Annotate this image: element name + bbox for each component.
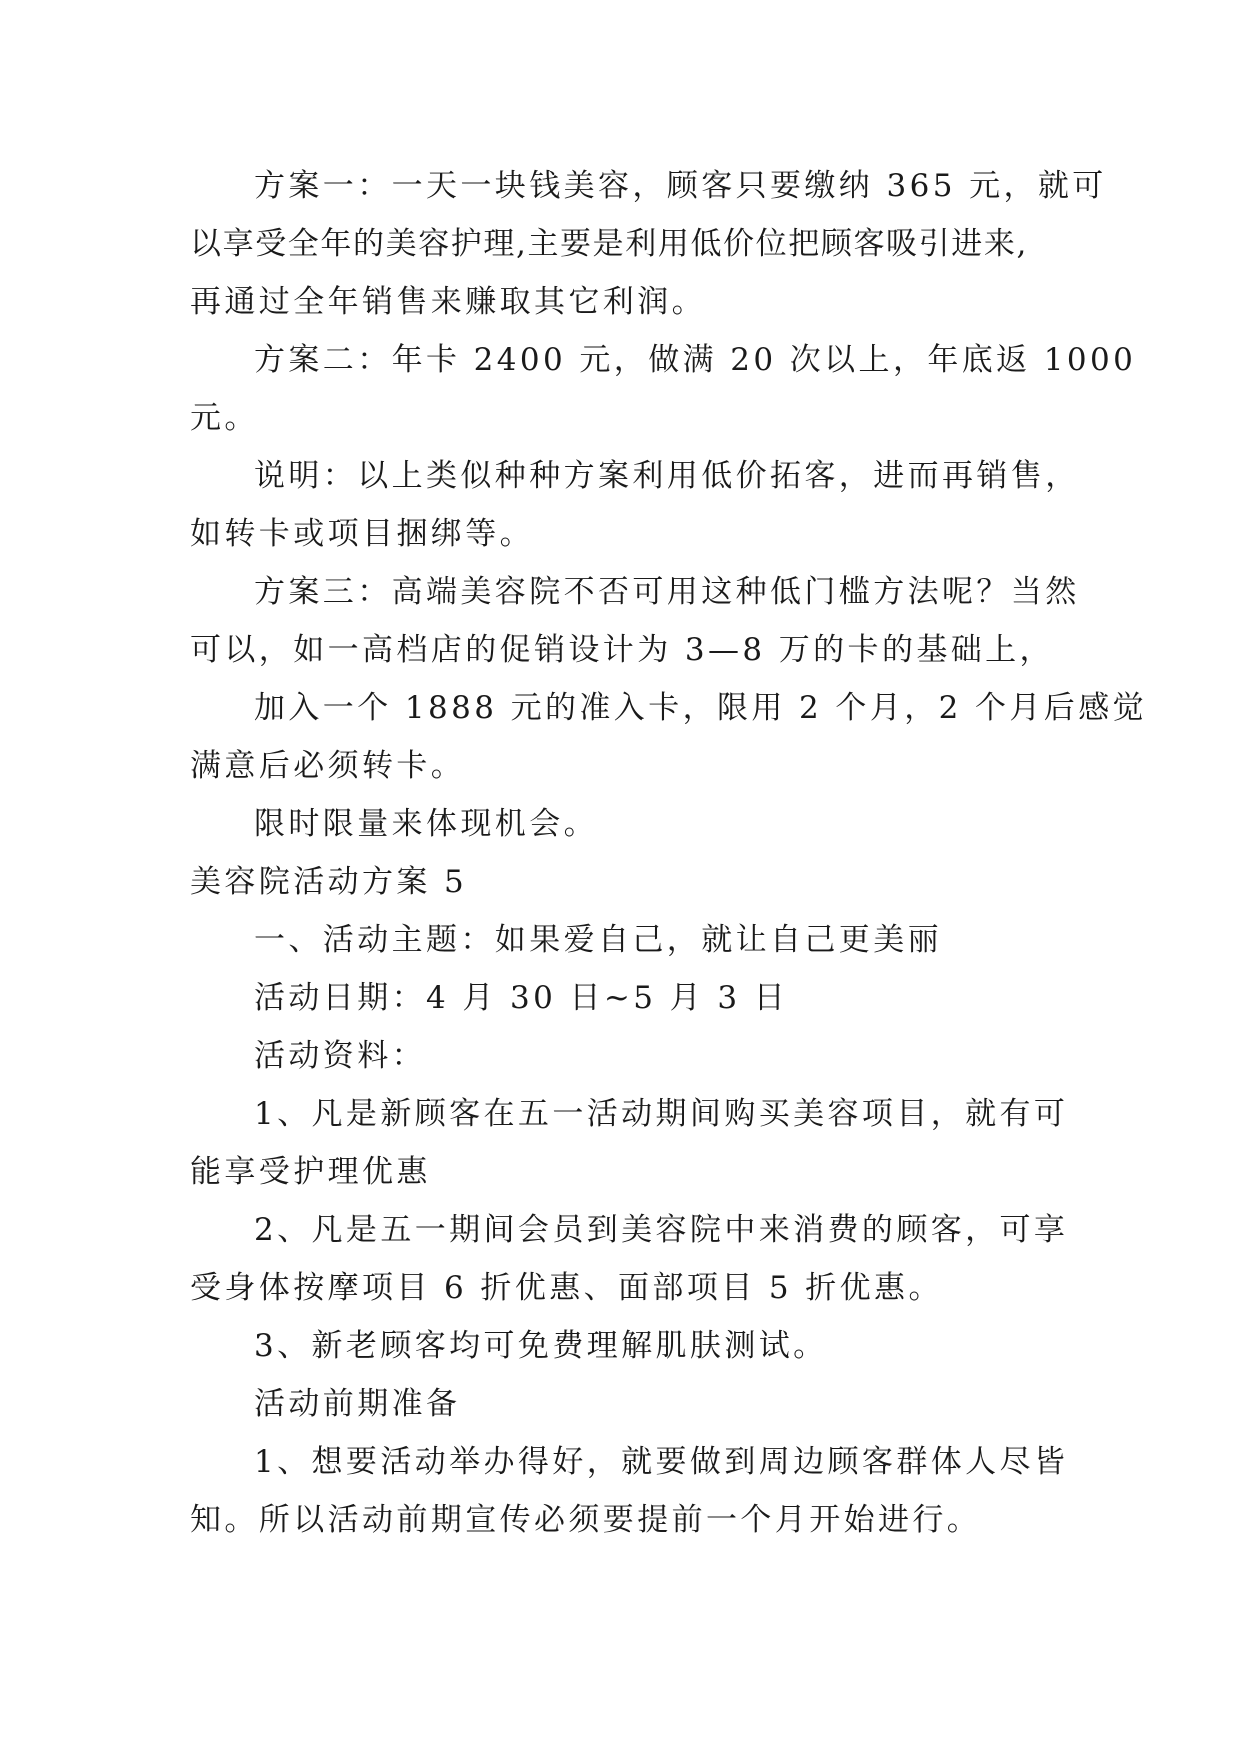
paragraph-line: 2、凡是五一期间会员到美容院中来消费的顾客，可享 [254, 1212, 1069, 1248]
paragraph-line: 一、活动主题：如果爱自己，就让自己更美丽 [254, 922, 942, 958]
paragraph-line: 再通过全年销售来赚取其它利润。 [190, 284, 706, 320]
paragraph-line: 活动资料： [254, 1038, 426, 1074]
paragraph-line: 能享受护理优惠 [190, 1154, 431, 1190]
paragraph-line: 满意后必须转卡。 [190, 748, 466, 784]
paragraph-line: 1、凡是新顾客在五一活动期间购买美容项目，就有可 [254, 1096, 1069, 1132]
paragraph-line: 3、新老顾客均可免费理解肌肤测试。 [254, 1328, 828, 1364]
paragraph-line: 活动日期：4 月 30 日~5 月 3 日 [254, 980, 789, 1016]
paragraph-line: 活动前期准备 [254, 1386, 461, 1422]
paragraph-line: 1、想要活动举办得好，就要做到周边顾客群体人尽皆 [254, 1444, 1069, 1480]
paragraph-line: 受身体按摩项目 6 折优惠、面部项目 5 折优惠。 [190, 1270, 943, 1306]
paragraph-line: 方案三：高端美容院不否可用这种低门槛方法呢？当然 [254, 574, 1080, 610]
paragraph-line: 限时限量来体现机会。 [254, 806, 598, 842]
paragraph-line: 说明：以上类似种种方案利用低价拓客，进而再销售， [254, 458, 1080, 494]
paragraph-line: 以享受全年的美容护理,主要是利用低价位把顾客吸引进来, [190, 226, 1028, 262]
paragraph-line: 可以，如一高档店的促销设计为 3—8 万的卡的基础上， [190, 632, 1054, 668]
paragraph-line: 元。 [190, 400, 259, 436]
paragraph-line: 方案一：一天一块钱美容，顾客只要缴纳 365 元，就可 [254, 168, 1107, 204]
section-heading: 美容院活动方案 5 [190, 864, 468, 900]
paragraph-line: 方案二：年卡 2400 元，做满 20 次以上，年底返 1000 [254, 342, 1137, 378]
paragraph-line: 知。所以活动前期宣传必须要提前一个月开始进行。 [190, 1502, 982, 1538]
paragraph-line: 如转卡或项目捆绑等。 [190, 516, 534, 552]
paragraph-line: 加入一个 1888 元的准入卡，限用 2 个月，2 个月后感觉 [254, 690, 1148, 726]
